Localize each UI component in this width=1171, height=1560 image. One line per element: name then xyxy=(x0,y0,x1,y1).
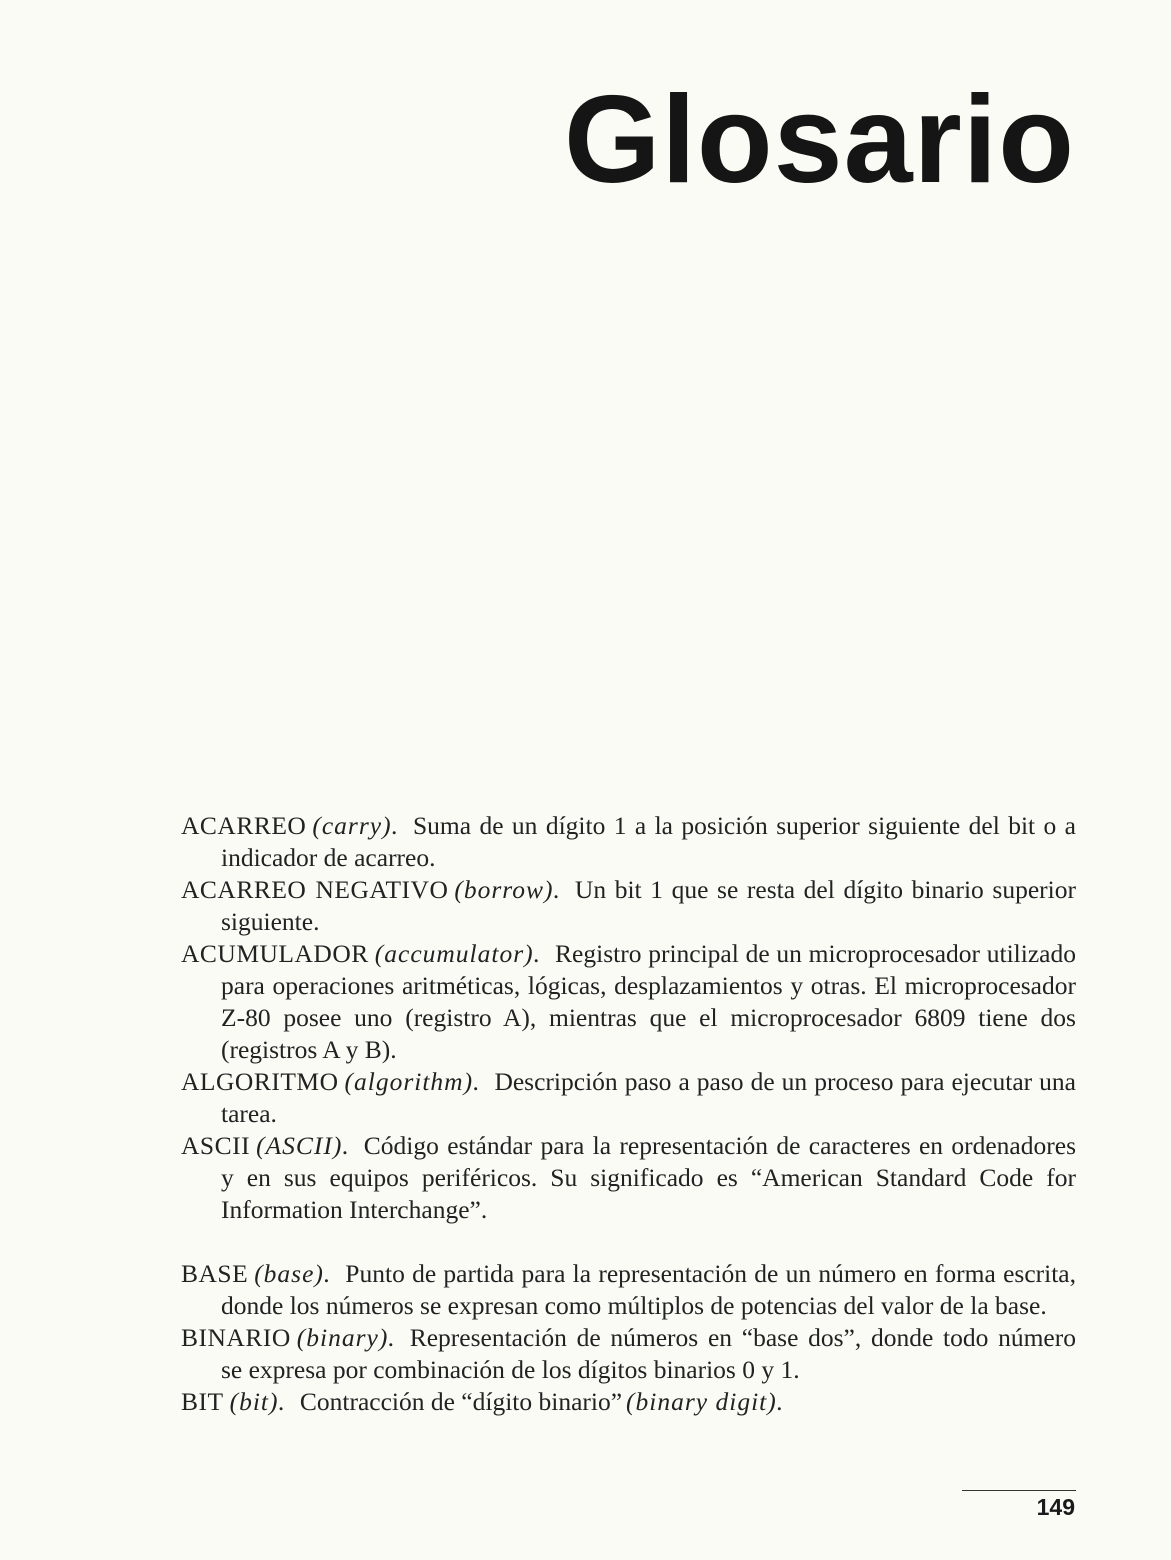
entry-english-term: (carry). xyxy=(312,811,399,840)
page-number: 149 xyxy=(1036,1494,1075,1520)
entry-english-term: (borrow). xyxy=(454,875,561,904)
entry-term: ACARREO xyxy=(181,811,307,840)
glossary-entry-acumulador xyxy=(181,938,1076,1066)
entry-definition-text: Contracción de “dígito binario” xyxy=(299,1387,623,1416)
letter-group-gap xyxy=(181,1226,1076,1258)
entry-english-term: (accumulator). xyxy=(374,939,542,968)
entry-term: ACARREO NEGATIVO xyxy=(181,875,449,904)
entry-definition: Suma de un dígito 1 a la posición superior siguiente del bit o a indicador de acarreo. xyxy=(221,811,1076,872)
entry-term: ASCII xyxy=(181,1131,251,1160)
glossary-entry-binario xyxy=(181,1322,1076,1386)
entry-term: BINARIO xyxy=(181,1323,291,1352)
entry-term: BASE xyxy=(181,1259,249,1288)
footer-rule xyxy=(962,1490,1076,1491)
page-title: Glosario xyxy=(563,71,1075,209)
glossary-entry-ascii xyxy=(181,1130,1076,1226)
entry-english-term: (base). xyxy=(254,1259,332,1288)
entry-english-term: (algorithm). xyxy=(344,1067,481,1096)
entry-term: ALGORITMO xyxy=(181,1067,339,1096)
glossary-list xyxy=(181,810,1076,1418)
entry-english-term: (bit). xyxy=(229,1387,286,1416)
entry-english-term: (ASCII). xyxy=(256,1131,350,1160)
entry-definition: Representación de números en “base dos”, donde todo número se expresa por combinación de los dígitos binarios 0 y 1. xyxy=(221,1323,1076,1384)
entry-definition: Un bit 1 que se resta del dígito binario superior siguiente. xyxy=(221,875,1076,936)
entry-term: ACUMULADOR xyxy=(181,939,369,968)
glossary-entry-base xyxy=(181,1258,1076,1322)
entry-definition: Registro principal de un microprocesador utilizado para operaciones aritméticas, lógicas, desplazamientos y otras. El microprocesador Z-80 posee uno (registro A), mientras que el microprocesador 6809 tiene dos (registros A y B). xyxy=(221,939,1076,1064)
entry-definition: Código estándar para la representación de caracteres en ordenadores y en sus equipos periféricos. Su significado es “American Standard Code for Information Interchange”. xyxy=(221,1131,1076,1224)
entry-term: BIT xyxy=(181,1387,224,1416)
entry-english-term: (binary). xyxy=(296,1323,396,1352)
entry-definition: Punto de partida para la representación de un número en forma escrita, donde los números se expresan como múltiplos de potencias del valor de la base. xyxy=(221,1259,1076,1320)
glossary-entry-algoritmo xyxy=(181,1066,1076,1130)
glossary-entry-acarreo-negativo xyxy=(181,874,1076,938)
glossary-entry-acarreo xyxy=(181,810,1076,874)
entry-definition: Descripción paso a paso de un proceso para ejecutar una tarea. xyxy=(221,1067,1076,1128)
entry-definition xyxy=(300,1387,784,1416)
glossary-entry-bit xyxy=(181,1386,1076,1418)
entry-definition-english: (binary digit). xyxy=(626,1387,785,1416)
